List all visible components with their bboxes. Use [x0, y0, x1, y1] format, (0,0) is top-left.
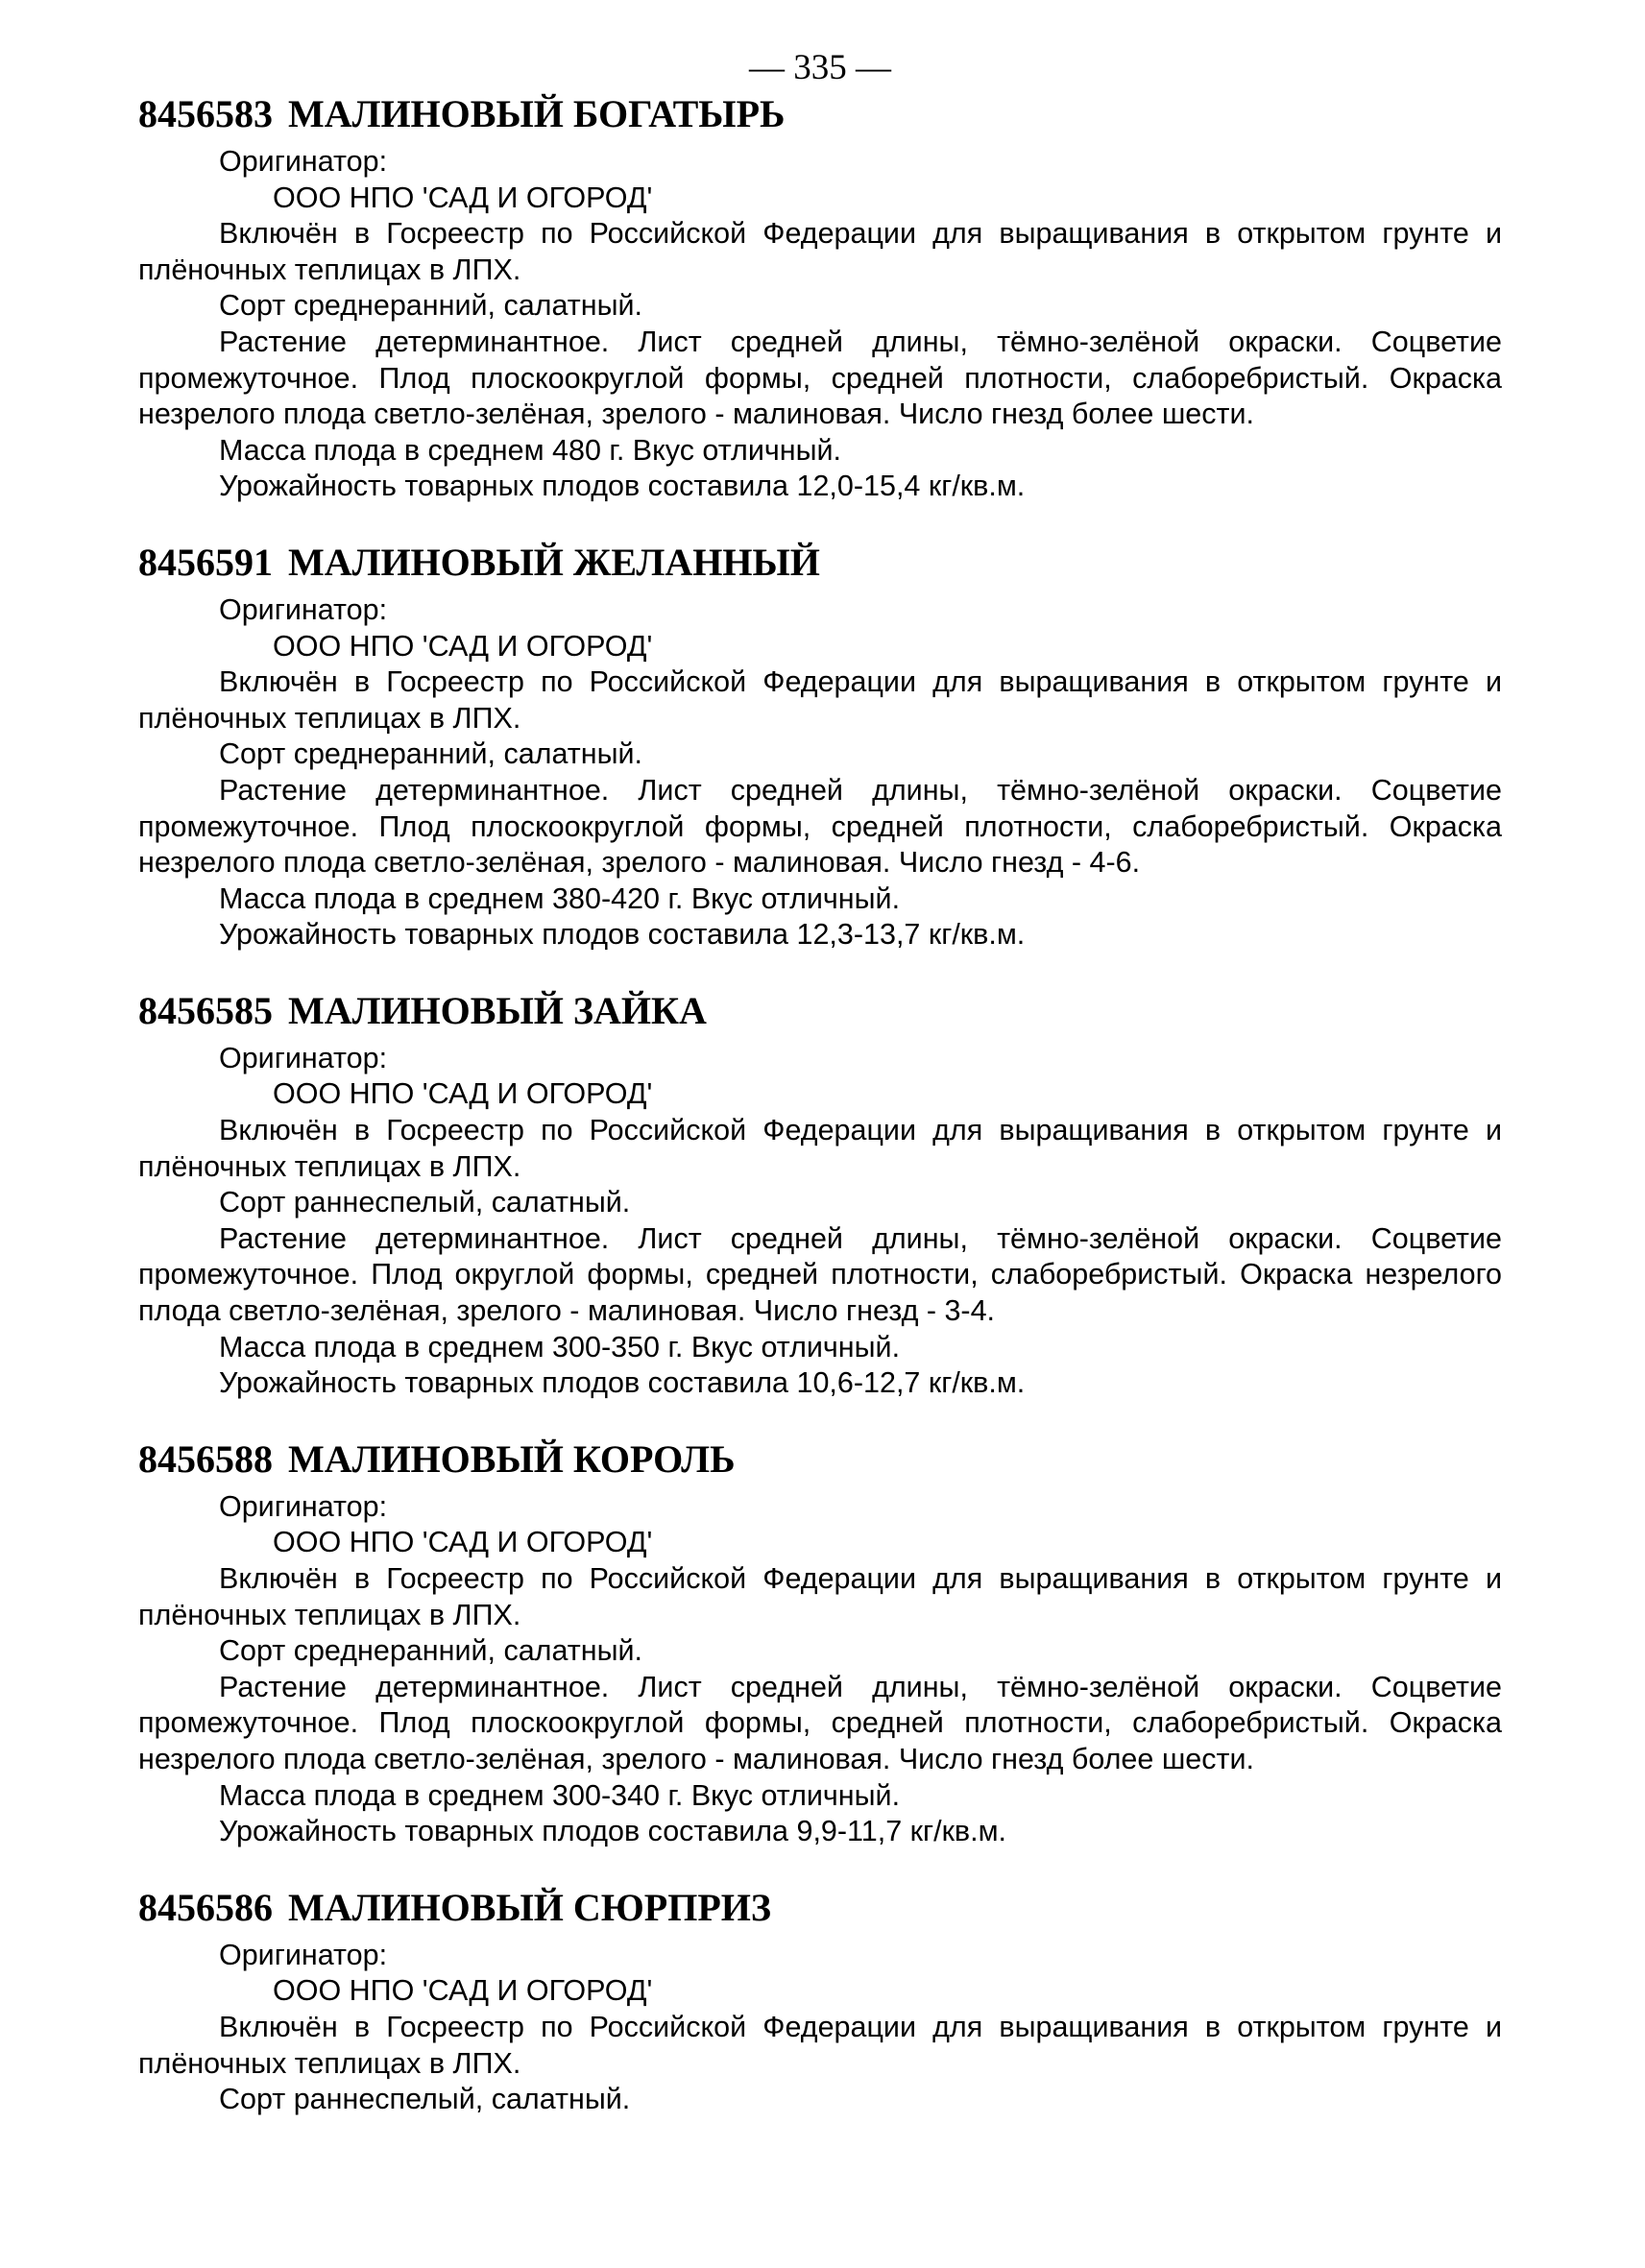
variety-entry	[138, 987, 1502, 1402]
originator-name: ООО НПО 'САД И ОГОРОД'	[273, 1526, 653, 1559]
entry-code: 8456583	[138, 92, 273, 135]
fruit-mass-text: Масса плода в среднем 300-340 г. Вкус отличный.	[219, 1778, 901, 1812]
entry-code: 8456585	[138, 988, 273, 1032]
variety-entry	[138, 539, 1502, 953]
entry-name: МАЛИНОВЫЙ КОРОЛЬ	[288, 1436, 736, 1481]
originator-label: Оригинатор:	[219, 1041, 388, 1074]
entry-body	[138, 1489, 1502, 1850]
yield-text: Урожайность товарных плодов составила 12,3-13,7 кг/кв.м.	[219, 918, 1026, 952]
originator-name: ООО НПО 'САД И ОГОРОД'	[273, 629, 653, 663]
variety-text: Сорт среднеранний, салатный.	[219, 1634, 643, 1668]
entry-title	[138, 90, 1502, 138]
registry-text: Включён в Госреестр по Российской Федерации для выращивания в открытом грунте и плёночных теплицах в ЛПХ.	[138, 1562, 1502, 1631]
entry-body	[138, 144, 1502, 505]
variety-entry	[138, 1884, 1502, 2118]
entry-title	[138, 987, 1502, 1035]
fruit-mass-text: Масса плода в среднем 300-350 г. Вкус отличный.	[219, 1330, 901, 1363]
yield-text: Урожайность товарных плодов составила 12,0-15,4 кг/кв.м.	[219, 470, 1026, 503]
entry-title	[138, 1884, 1502, 1932]
variety-text: Сорт среднеранний, салатный.	[219, 289, 643, 323]
originator-name: ООО НПО 'САД И ОГОРОД'	[273, 181, 653, 214]
entry-code: 8456588	[138, 1436, 273, 1481]
variety-text: Сорт раннеспелый, салатный.	[219, 2083, 631, 2116]
entry-name: МАЛИНОВЫЙ ЖЕЛАННЫЙ	[288, 540, 820, 584]
entry-name: МАЛИНОВЫЙ БОГАТЫРЬ	[288, 92, 786, 135]
entry-name: МАЛИНОВЫЙ СЮРПРИЗ	[288, 1885, 771, 1929]
yield-text: Урожайность товарных плодов составила 10,6-12,7 кг/кв.м.	[219, 1366, 1026, 1400]
entry-name: МАЛИНОВЫЙ ЗАЙКА	[288, 988, 707, 1032]
fruit-mass-text: Масса плода в среднем 380-420 г. Вкус отличный.	[219, 881, 901, 915]
entry-body	[138, 1938, 1502, 2118]
variety-text: Сорт среднеранний, салатный.	[219, 737, 643, 771]
variety-entry	[138, 1436, 1502, 1850]
plant-description: Растение детерминантное. Лист средней длины, тёмно-зелёной окраски. Соцветие промежуточное. Плод плоскоокруглой формы, средней плотности, слаборебристый. Окраска незрелого плода светло-зелёная, зрелого - малиновая. Число гнезд более шести.	[138, 1670, 1502, 1775]
fruit-mass-text: Масса плода в среднем 480 г. Вкус отличный.	[219, 433, 842, 467]
page-number: — 335 —	[749, 48, 891, 87]
yield-text: Урожайность товарных плодов составила 9,9-11,7 кг/кв.м.	[219, 1815, 1007, 1848]
originator-name: ООО НПО 'САД И ОГОРОД'	[273, 1974, 653, 2008]
entry-body	[138, 1041, 1502, 1402]
entry-title	[138, 539, 1502, 587]
variety-text: Сорт раннеспелый, салатный.	[219, 1186, 631, 1219]
originator-label: Оригинатор:	[219, 1938, 388, 1971]
registry-text: Включён в Госреестр по Российской Федерации для выращивания в открытом грунте и плёночных теплицах в ЛПХ.	[138, 217, 1502, 286]
plant-description: Растение детерминантное. Лист средней длины, тёмно-зелёной окраски. Соцветие промежуточное. Плод плоскоокруглой формы, средней плотности, слаборебристый. Окраска незрелого плода светло-зелёная, зрелого - малиновая. Число гнезд более шести.	[138, 325, 1502, 431]
document-page	[138, 46, 1502, 2118]
entry-code: 8456586	[138, 1885, 273, 1929]
originator-name: ООО НПО 'САД И ОГОРОД'	[273, 1077, 653, 1111]
registry-text: Включён в Госреестр по Российской Федерации для выращивания в открытом грунте и плёночных теплицах в ЛПХ.	[138, 1114, 1502, 1183]
entry-code: 8456591	[138, 540, 273, 584]
originator-label: Оригинатор:	[219, 1489, 388, 1523]
originator-label: Оригинатор:	[219, 592, 388, 626]
originator-label: Оригинатор:	[219, 145, 388, 178]
entry-title	[138, 1436, 1502, 1484]
plant-description: Растение детерминантное. Лист средней длины, тёмно-зелёной окраски. Соцветие промежуточное. Плод округлой формы, средней плотности, слаборебристый. Окраска незрелого плода светло-зелёная, зрелого - малиновая. Число гнезд - 3-4.	[138, 1221, 1502, 1328]
registry-text: Включён в Госреестр по Российской Федерации для выращивания в открытом грунте и плёночных теплицах в ЛПХ.	[138, 665, 1502, 735]
variety-entry	[138, 90, 1502, 505]
registry-text: Включён в Госреестр по Российской Федерации для выращивания в открытом грунте и плёночных теплицах в ЛПХ.	[138, 2010, 1502, 2080]
entry-body	[138, 592, 1502, 953]
plant-description: Растение детерминантное. Лист средней длины, тёмно-зелёной окраски. Соцветие промежуточное. Плод плоскоокруглой формы, средней плотности, слаборебристый. Окраска незрелого плода светло-зелёная, зрелого - малиновая. Число гнезд - 4-6.	[138, 773, 1502, 880]
